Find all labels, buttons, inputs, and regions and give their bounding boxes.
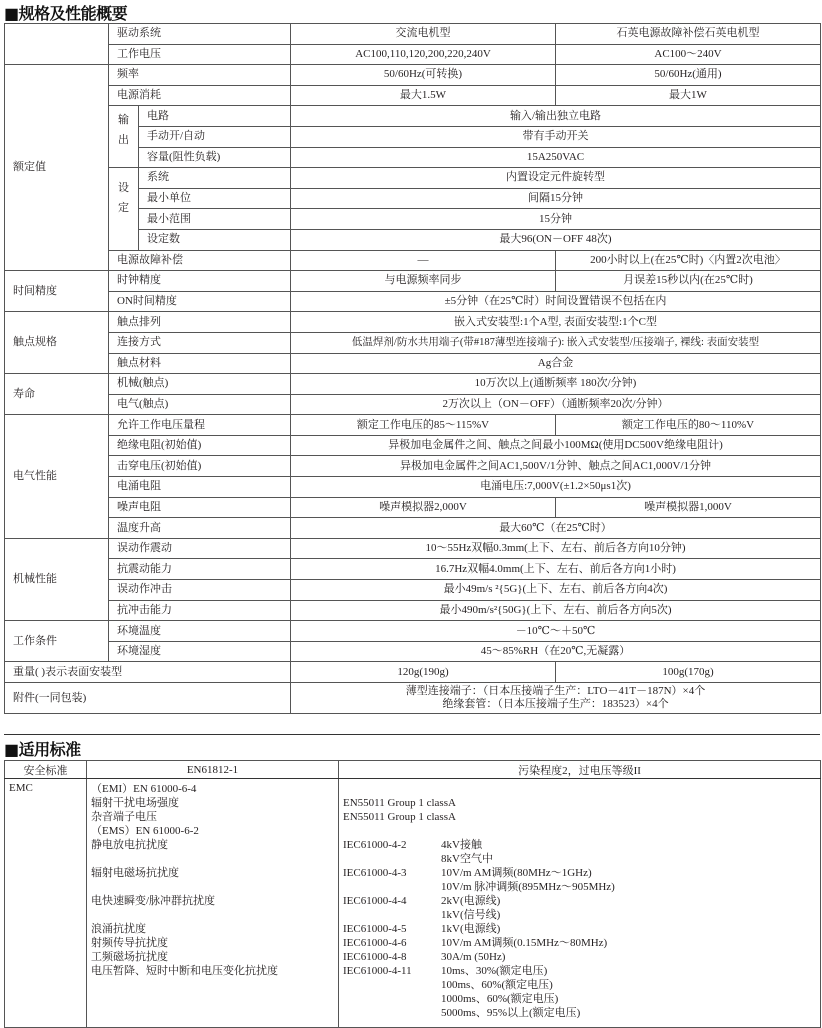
row-label: 电气(触点) bbox=[109, 394, 291, 415]
cell: ±5分钟（在25℃时）时间设置错误不包括在内 bbox=[291, 291, 821, 312]
cell: 噪声模拟器1,000V bbox=[556, 497, 821, 518]
table-row bbox=[5, 580, 821, 601]
cell: 输入/输出独立电路 bbox=[291, 106, 821, 127]
accessory-line: 绝缘套管：（日本压接端子生产：183523）×4个 bbox=[442, 698, 669, 710]
standard-code: EN55011 Group 1 classA bbox=[343, 797, 456, 809]
cell: 120g(190g) bbox=[291, 662, 556, 683]
row-label: 噪声电阻 bbox=[109, 497, 291, 518]
emc-spec-line bbox=[343, 964, 816, 978]
row-label: 重量( )表示表面安装型 bbox=[5, 662, 291, 683]
header-cell: EN61812-1 bbox=[87, 761, 339, 779]
emc-spec-line bbox=[343, 1006, 816, 1020]
accessory-line: 薄型连接端子：（日本压接端子生产：LTO－41T－187N）×4个 bbox=[405, 685, 706, 697]
cell: 最大60℃（在25℃时） bbox=[291, 518, 821, 539]
row-label: 环境湿度 bbox=[109, 641, 291, 662]
emc-spec-line bbox=[343, 908, 816, 922]
table-row bbox=[5, 168, 821, 189]
emc-spec-line bbox=[343, 950, 816, 964]
cell: 15分钟 bbox=[291, 209, 821, 230]
cell: 最大1.5W bbox=[291, 85, 556, 106]
row-label: 电源故障补偿 bbox=[109, 250, 291, 271]
row-label: 误动作震动 bbox=[109, 538, 291, 559]
standard-code: IEC61000-4-3 bbox=[343, 867, 407, 879]
cell: 15A250VAC bbox=[291, 147, 821, 168]
emc-spec-line bbox=[343, 852, 816, 866]
cell: 额定工作电压的85～115%V bbox=[291, 415, 556, 436]
row-label: 机械(触点) bbox=[109, 374, 291, 395]
cell: 石英电源故障补偿石英电机型 bbox=[556, 24, 821, 45]
cell: 最小49m/s ²{5G}(上下、左右、前后各方向4次) bbox=[291, 580, 821, 601]
cell: 200小时以上(在25℃时)〈内置2次电池〉 bbox=[556, 250, 821, 271]
table-row bbox=[5, 456, 821, 477]
divider bbox=[4, 734, 820, 735]
standard-code: IEC61000-4-4 bbox=[343, 895, 407, 907]
test-level: 10ms、30%(额定电压) bbox=[441, 965, 548, 977]
table-row bbox=[5, 559, 821, 580]
emc-item bbox=[91, 852, 334, 866]
emc-item: 静电放电抗扰度 bbox=[91, 839, 168, 851]
emc-item: 浪涌抗扰度 bbox=[91, 923, 146, 935]
cell: 带有手动开关 bbox=[291, 126, 821, 147]
table-row bbox=[5, 415, 821, 436]
emc-spec-line bbox=[343, 880, 816, 894]
cell: AC100,110,120,200,220,240V bbox=[291, 44, 556, 65]
test-level: 5000ms、95%以上(额定电压) bbox=[441, 1007, 581, 1019]
row-label: 手动开/自动 bbox=[139, 126, 291, 147]
emc-item: 辐射电磁场抗扰度 bbox=[91, 867, 179, 879]
test-level: 1000ms、60%(额定电压) bbox=[441, 993, 559, 1005]
cell: 最大1W bbox=[556, 85, 821, 106]
emc-spec-line bbox=[343, 796, 816, 810]
test-level: 30A/m (50Hz) bbox=[441, 951, 506, 963]
row-label: 系统 bbox=[139, 168, 291, 189]
cell: 50/60Hz(通用) bbox=[556, 65, 821, 86]
group-label: 工作条件 bbox=[5, 621, 109, 662]
row-label: 工作电压 bbox=[109, 44, 291, 65]
subgroup-label: 输出 bbox=[109, 106, 139, 168]
cell: 50/60Hz(可转换) bbox=[291, 65, 556, 86]
standard-code: EN55011 Group 1 classA bbox=[343, 811, 456, 823]
empty-cell bbox=[5, 24, 109, 65]
cell: 电涌电压:7,000V(±1.2×50μs1次) bbox=[291, 477, 821, 498]
row-label: 电涌电阻 bbox=[109, 477, 291, 498]
emc-spec-line bbox=[343, 782, 816, 796]
header-cell: 安全标准 bbox=[5, 761, 87, 779]
emc-specs bbox=[339, 779, 821, 1028]
test-level: 1kV(信号线) bbox=[441, 909, 501, 921]
cell: 噪声模拟器2,000V bbox=[291, 497, 556, 518]
test-level: 10V/m AM调频(0.15MHz～80MHz) bbox=[441, 937, 608, 949]
header-cell: 污染程度2，过电压等级II bbox=[339, 761, 821, 779]
table-row bbox=[5, 106, 821, 127]
table-row bbox=[5, 24, 821, 45]
cell: 2万次以上（ON－OFF）（通断频率20次/分钟） bbox=[291, 394, 821, 415]
cell: 10万次以上(通断频率 180次/分钟) bbox=[291, 374, 821, 395]
cell: 最大96(ON－OFF 48次) bbox=[291, 229, 821, 250]
cell: 最小490m/s²{50G}(上下、左右、前后各方向5次) bbox=[291, 600, 821, 621]
test-level: 2kV(电源线) bbox=[441, 895, 501, 907]
table-row bbox=[5, 435, 821, 456]
cell: 100g(170g) bbox=[556, 662, 821, 683]
emc-spec-line bbox=[343, 838, 816, 852]
row-label: ON时间精度 bbox=[109, 291, 291, 312]
test-level: 10V/m AM调频(80MHz～1GHz) bbox=[441, 867, 592, 879]
standard-code: IEC61000-4-5 bbox=[343, 923, 407, 935]
emc-item bbox=[91, 908, 334, 922]
cell: 额定工作电压的80～110%V bbox=[556, 415, 821, 436]
table-row bbox=[5, 353, 821, 374]
standard-code: IEC61000-4-2 bbox=[343, 839, 407, 851]
emc-item: 杂音端子电压 bbox=[91, 811, 157, 823]
emc-item: （EMI）EN 61000-6-4 bbox=[91, 783, 197, 795]
standards-table bbox=[4, 760, 821, 1028]
cell: 16.7Hz双幅4.0mm(上下、左右、前后各方向1小时) bbox=[291, 559, 821, 580]
test-level: 4kV接触 bbox=[441, 839, 482, 851]
group-label: 电气性能 bbox=[5, 415, 109, 539]
test-level: 10V/m 脉冲调频(895MHz～905MHz) bbox=[441, 881, 615, 893]
emc-item: 电快速瞬变/脉冲群抗扰度 bbox=[91, 895, 216, 907]
table-row bbox=[5, 477, 821, 498]
row-label: 驱动系统 bbox=[109, 24, 291, 45]
test-level: 8kV空气中 bbox=[441, 853, 493, 865]
standard-code: IEC61000-4-6 bbox=[343, 937, 407, 949]
table-row bbox=[5, 394, 821, 415]
cell: 10～55Hz双幅0.3mm(上下、左右、前后各方向10分钟) bbox=[291, 538, 821, 559]
table-row bbox=[5, 497, 821, 518]
row-label: 抗冲击能力 bbox=[109, 600, 291, 621]
spec-table bbox=[4, 23, 821, 714]
cell: 低温焊剂/防水共用端子(带#187薄型连接端子): 嵌入式安装型/压接端子, 裸线: 表面安装型 bbox=[291, 332, 821, 353]
emc-item: 工频磁场抗扰度 bbox=[91, 951, 168, 963]
row-label: 温度升高 bbox=[109, 518, 291, 539]
row-label: 击穿电压(初始值) bbox=[109, 456, 291, 477]
row-label: 电路 bbox=[139, 106, 291, 127]
table-row bbox=[5, 332, 821, 353]
row-label: 误动作冲击 bbox=[109, 580, 291, 601]
table-row bbox=[5, 312, 821, 333]
emc-item: （EMS）EN 61000-6-2 bbox=[91, 825, 199, 837]
row-label: 时钟精度 bbox=[109, 271, 291, 292]
row-label: 附件(一同包装) bbox=[5, 683, 291, 714]
standard-code: IEC61000-4-8 bbox=[343, 951, 407, 963]
emc-spec-line bbox=[343, 936, 816, 950]
cell: 异极加电金属件之间AC1,500V/1分钟、触点之间AC1,000V/1分钟 bbox=[291, 456, 821, 477]
row-label: 连接方式 bbox=[109, 332, 291, 353]
cell: — bbox=[291, 250, 556, 271]
row-label: 环境温度 bbox=[109, 621, 291, 642]
group-label: 时间精度 bbox=[5, 271, 109, 312]
row-label: 绝缘电阻(初始值) bbox=[109, 435, 291, 456]
emc-item: 电压暂降、短时中断和电压变化抗扰度 bbox=[91, 965, 278, 977]
row-label: 设定数 bbox=[139, 229, 291, 250]
emc-spec-line bbox=[343, 894, 816, 908]
row-label: 电源消耗 bbox=[109, 85, 291, 106]
test-level: 100ms、60%(额定电压) bbox=[441, 979, 553, 991]
row-label: 频率 bbox=[109, 65, 291, 86]
table-row bbox=[5, 683, 821, 714]
cell: AC100～240V bbox=[556, 44, 821, 65]
emc-label: EMC bbox=[5, 779, 87, 1028]
table-header-row bbox=[5, 761, 821, 779]
table-row bbox=[5, 518, 821, 539]
row-label: 触点排列 bbox=[109, 312, 291, 333]
emc-spec-line bbox=[343, 824, 816, 838]
subgroup-label: 设定 bbox=[109, 168, 139, 250]
row-label: 允许工作电压量程 bbox=[109, 415, 291, 436]
emc-spec-line bbox=[343, 866, 816, 880]
cell: 间隔15分钟 bbox=[291, 188, 821, 209]
emc-spec-line bbox=[343, 992, 816, 1006]
row-label: 最小单位 bbox=[139, 188, 291, 209]
table-row bbox=[5, 291, 821, 312]
table-row bbox=[5, 662, 821, 683]
table-row bbox=[5, 85, 821, 106]
cell: －10℃～＋50℃ bbox=[291, 621, 821, 642]
emc-spec-line bbox=[343, 810, 816, 824]
cell: 内置设定元件旋转型 bbox=[291, 168, 821, 189]
standard-code: IEC61000-4-11 bbox=[343, 965, 412, 977]
emc-items bbox=[87, 779, 339, 1028]
cell: 月误差15秒以内(在25℃时) bbox=[556, 271, 821, 292]
table-row bbox=[5, 271, 821, 292]
group-label: 机械性能 bbox=[5, 538, 109, 620]
emc-spec-line bbox=[343, 922, 816, 936]
cell: 45～85%RH（在20℃,无凝露） bbox=[291, 641, 821, 662]
row-label: 最小范围 bbox=[139, 209, 291, 230]
emc-item: 射频传导抗扰度 bbox=[91, 937, 168, 949]
row-label: 抗震动能力 bbox=[109, 559, 291, 580]
row-label: 触点材料 bbox=[109, 353, 291, 374]
group-label: 额定值 bbox=[5, 65, 109, 271]
cell bbox=[291, 683, 821, 714]
group-label: 触点规格 bbox=[5, 312, 109, 374]
group-label: 寿命 bbox=[5, 374, 109, 415]
cell: Ag合金 bbox=[291, 353, 821, 374]
table-row bbox=[5, 250, 821, 271]
cell: 嵌入式安装型:1个A型, 表面安装型:1个C型 bbox=[291, 312, 821, 333]
table-row bbox=[5, 65, 821, 86]
row-label: 容量(阻性负载) bbox=[139, 147, 291, 168]
table-row bbox=[5, 621, 821, 642]
cell: 与电源频率同步 bbox=[291, 271, 556, 292]
table-row bbox=[5, 600, 821, 621]
table-row bbox=[5, 374, 821, 395]
emc-spec-line bbox=[343, 978, 816, 992]
table-row bbox=[5, 641, 821, 662]
standards-section-title: ■适用标准 bbox=[4, 740, 81, 759]
cell: 异极加电金属件之间、触点之间最小100MΩ(使用DC500V绝缘电阻计) bbox=[291, 435, 821, 456]
table-row bbox=[5, 44, 821, 65]
table-row bbox=[5, 779, 821, 1028]
test-level: 1kV(电源线) bbox=[441, 923, 501, 935]
cell: 交流电机型 bbox=[291, 24, 556, 45]
emc-item: 辐射干扰电场强度 bbox=[91, 797, 179, 809]
emc-item bbox=[91, 880, 334, 894]
table-row bbox=[5, 538, 821, 559]
spec-section-title: ■规格及性能概要 bbox=[4, 4, 128, 23]
